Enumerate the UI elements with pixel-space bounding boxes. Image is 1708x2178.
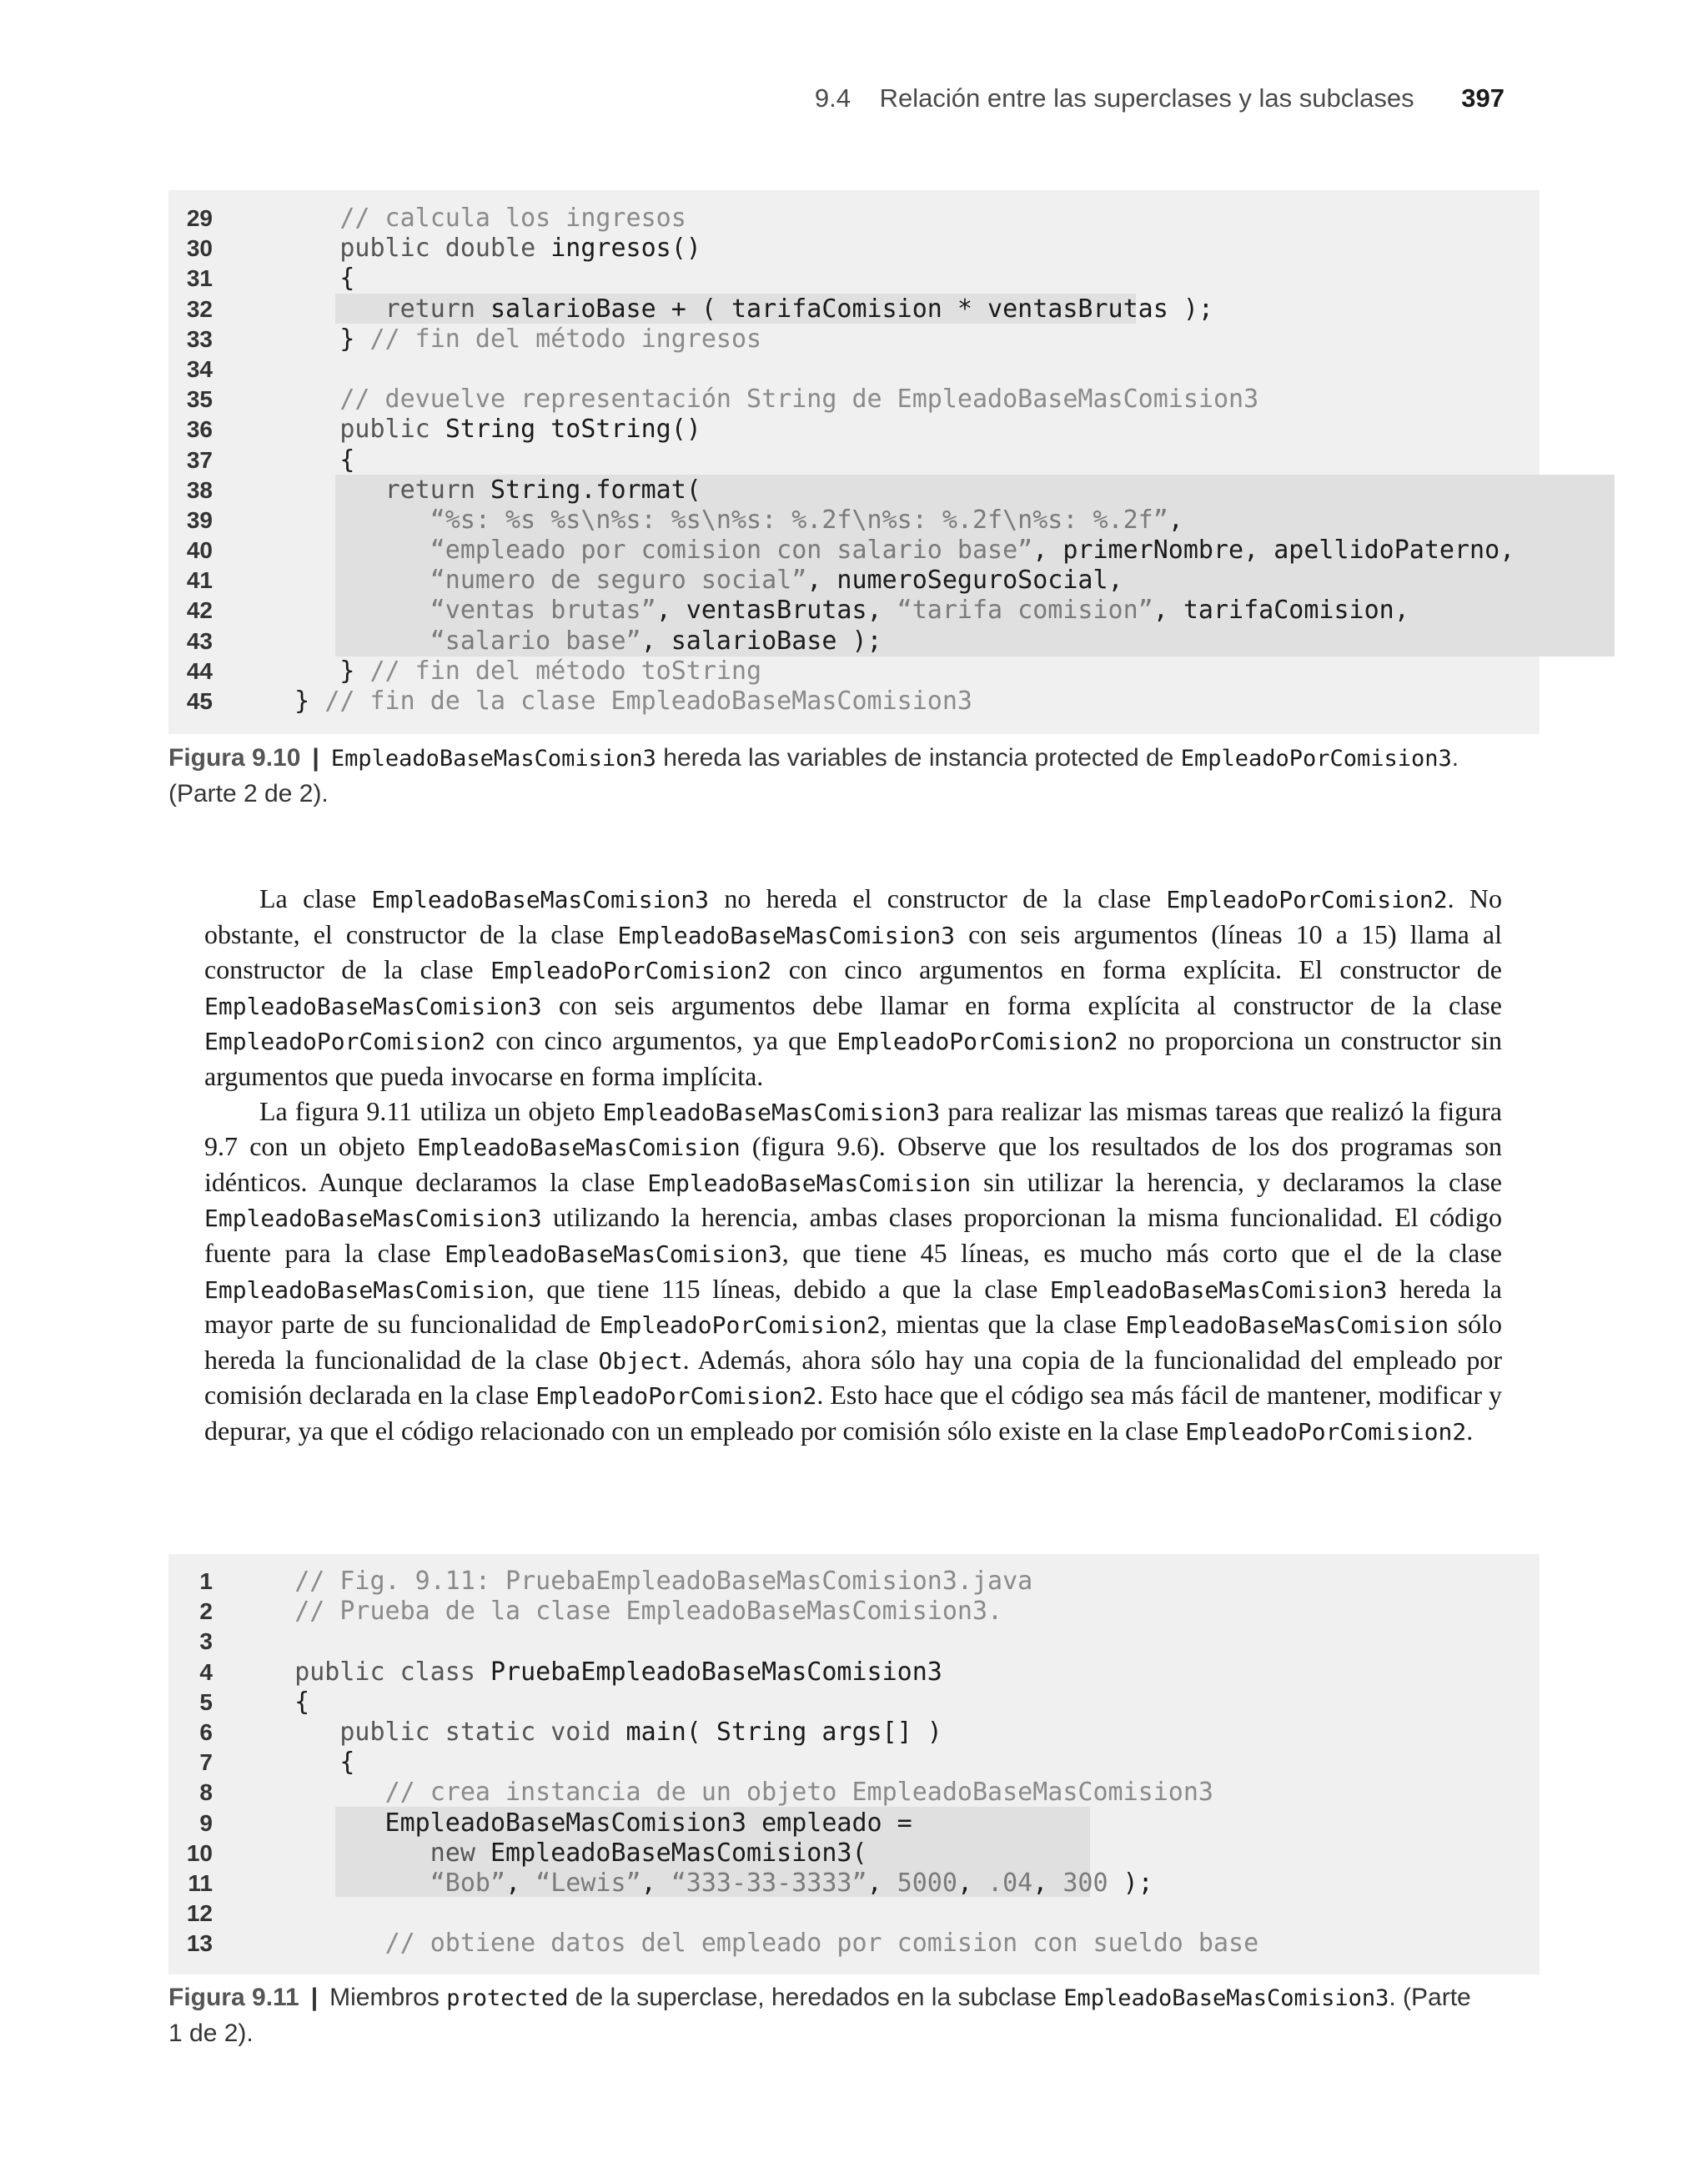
body-text <box>204 882 1502 1450</box>
code-token: 5000 <box>897 1868 957 1898</box>
code-text <box>249 1718 942 1748</box>
code-token: , primerNombre, apellidoPaterno, <box>1032 536 1515 566</box>
inline-code: EmpleadoBaseMasComision3 <box>602 1098 941 1126</box>
line-number: 29 <box>186 205 213 231</box>
paragraph-text: . No obstante, el constructor de la clase <box>204 883 1503 949</box>
code-listing-fig-9-10 <box>168 190 1540 734</box>
code-token <box>249 506 430 535</box>
line-number: 45 <box>186 688 213 714</box>
code-line <box>168 1688 1540 1718</box>
code-token <box>249 1838 430 1868</box>
code-text <box>249 1929 1258 1959</box>
paragraph-text: no hereda el constructor de la clase <box>709 883 1167 913</box>
line-number: 30 <box>186 235 213 262</box>
section-title: Relación entre las superclases y las subclases <box>879 83 1414 113</box>
line-number: 13 <box>186 1930 213 1957</box>
line-number: 40 <box>186 537 213 564</box>
code-text <box>249 566 1123 596</box>
figure-label: Figura 9.11 <box>168 1984 299 2011</box>
code-token <box>249 234 339 263</box>
code-token: new <box>430 1838 490 1868</box>
paragraph <box>204 882 1502 1094</box>
code-line <box>168 687 1540 717</box>
caption-text: . <box>1451 744 1459 772</box>
code-token: 300 <box>1062 1868 1108 1898</box>
page-number: 397 <box>1461 83 1505 113</box>
code-line <box>168 506 1540 536</box>
code-token: } <box>249 687 325 716</box>
code-token: } <box>249 324 370 354</box>
code-line <box>168 355 1540 385</box>
code-text <box>249 687 972 717</box>
code-token <box>249 294 385 324</box>
line-number: 44 <box>186 657 213 684</box>
code-line <box>168 656 1540 687</box>
code-token: , <box>957 1868 988 1898</box>
code-token: { <box>249 1687 310 1717</box>
code-token: return <box>384 475 490 505</box>
caption-code: EmpleadoBaseMasComision3 <box>330 746 656 772</box>
code-line <box>168 1778 1540 1808</box>
code-token <box>249 1567 294 1596</box>
code-text <box>249 445 354 475</box>
line-number: 37 <box>186 446 213 473</box>
code-token: salarioBase + ( tarifaComision * ventasBrutas ); <box>490 294 1213 324</box>
line-number: 33 <box>186 325 213 352</box>
code-text <box>249 294 1213 324</box>
inline-code: EmpleadoPorComision2 <box>599 1311 881 1340</box>
code-token <box>249 385 339 414</box>
inline-code: EmpleadoBaseMasComision3 <box>371 886 709 913</box>
inline-code: EmpleadoBaseMasComision3 <box>445 1240 782 1268</box>
code-token: // Fig. 9.11: PruebaEmpleadoBaseMasComision3.java <box>294 1567 1033 1596</box>
paragraph-text: . Esto hace que el código sea más fácil de mantener, modificar y depurar, ya que el código relacionado con un empleado por comisión sólo existe en la clase <box>204 1380 1503 1446</box>
code-text <box>249 536 1515 566</box>
code-line <box>168 1808 1540 1838</box>
code-line <box>168 1657 1540 1688</box>
line-number: 3 <box>199 1628 213 1655</box>
code-text <box>249 264 354 294</box>
code-line <box>168 1748 1540 1778</box>
code-token <box>249 204 339 233</box>
line-number: 35 <box>186 386 213 413</box>
code-line <box>168 1869 1540 1899</box>
line-number: 41 <box>186 567 213 594</box>
code-text <box>249 1748 354 1778</box>
code-line <box>168 475 1540 506</box>
code-line <box>168 1838 1540 1869</box>
paragraph-text: La clase <box>259 883 372 913</box>
caption-text: . (Parte <box>1389 1984 1471 2011</box>
code-token: public static void <box>339 1717 626 1747</box>
code-token: .04 <box>987 1868 1033 1898</box>
paragraph-text: sólo hereda la funcionalidad de la clase <box>204 1309 1503 1375</box>
code-text <box>249 1688 309 1718</box>
code-text <box>249 1657 942 1688</box>
code-token: public double <box>339 234 551 264</box>
code-token <box>249 566 430 595</box>
code-token: EmpleadoBaseMasComision3( <box>490 1838 867 1868</box>
paragraph-text: . Además, ahora sólo hay una copia de la funcionalidad del empleado por comisión declarada en la clase <box>204 1344 1502 1411</box>
code-line <box>168 1718 1540 1748</box>
code-token: PruebaEmpleadoBaseMasComision3 <box>490 1657 942 1687</box>
code-token <box>249 1657 294 1687</box>
line-number: 36 <box>186 416 213 443</box>
code-token <box>249 1869 430 1898</box>
code-token: } <box>249 656 370 686</box>
inline-code: EmpleadoBaseMasComision3 <box>1049 1275 1388 1304</box>
paragraph-text: , que tiene 115 líneas, debido a que la clase <box>527 1273 1050 1304</box>
paragraph-text: utilizando la herencia, ambas clases proporcionan la misma funcionalidad. El código fuente para la clase <box>204 1202 1502 1268</box>
paragraph-text: no proporciona un constructor sin argumentos que pueda invocarse en forma implícita. <box>204 1025 1503 1091</box>
code-line <box>168 445 1540 475</box>
caption-code: protected <box>446 1985 569 2011</box>
code-token: EmpleadoBaseMasComision3 empleado = <box>249 1808 912 1838</box>
code-text <box>249 1808 912 1838</box>
code-line <box>168 626 1540 656</box>
code-text <box>249 626 882 656</box>
line-number: 9 <box>199 1809 213 1836</box>
code-line <box>168 1597 1540 1627</box>
inline-code: EmpleadoPorComision2 <box>1185 1417 1467 1446</box>
line-number: 2 <box>199 1598 213 1625</box>
code-token: , salarioBase ); <box>640 626 882 656</box>
code-token: , numeroSeguroSocial, <box>806 566 1123 596</box>
code-text <box>249 506 1183 536</box>
line-number: 32 <box>186 295 213 322</box>
paragraph <box>204 1094 1502 1450</box>
line-number: 7 <box>199 1749 213 1776</box>
code-token: // fin del método toString <box>369 656 762 686</box>
paragraph-text: (figura 9.6). Observe que los resultados de los dos programas son idénticos. Aunque declaramos la clase <box>204 1131 1503 1197</box>
paragraph-text: con cinco argumentos, ya que <box>485 1025 837 1056</box>
code-token: “numero de seguro social” <box>430 566 807 596</box>
line-number: 6 <box>199 1718 213 1745</box>
code-text <box>249 475 701 506</box>
code-token: “tarifa comision” <box>897 596 1153 626</box>
paragraph-text: hereda la mayor parte de su funcionalidad de <box>204 1273 1502 1340</box>
code-token <box>249 1929 385 1958</box>
code-token: , <box>640 1868 671 1898</box>
code-token: { <box>249 1748 355 1778</box>
code-token: public class <box>294 1657 490 1687</box>
line-number: 12 <box>186 1900 213 1927</box>
code-token: String.format( <box>490 475 701 505</box>
paragraph-text: . <box>1466 1415 1474 1446</box>
code-token <box>249 626 430 656</box>
code-token: // Prueba de la clase EmpleadoBaseMasComision3. <box>294 1597 1003 1627</box>
figure-caption-9-10 <box>168 741 1540 812</box>
code-token: // calcula los ingresos <box>339 204 686 233</box>
code-text <box>249 234 701 264</box>
code-text <box>249 1567 1032 1597</box>
code-line <box>168 324 1540 355</box>
line-number: 4 <box>199 1658 213 1685</box>
code-token: return <box>384 294 490 324</box>
code-token: “Lewis” <box>535 1868 641 1898</box>
inline-code: EmpleadoBaseMasComision3 <box>204 1205 542 1233</box>
code-token: , <box>505 1868 536 1898</box>
code-line <box>168 1899 1540 1929</box>
code-token: , <box>1032 1868 1063 1898</box>
section-number: 9.4 <box>814 83 851 113</box>
line-number: 10 <box>186 1839 213 1866</box>
inline-code: Object <box>598 1346 683 1375</box>
inline-code: EmpleadoPorComision2 <box>204 1028 486 1056</box>
code-text <box>249 385 1258 415</box>
caption-text: (Parte 2 de 2). <box>168 780 329 807</box>
code-text <box>249 656 761 687</box>
code-token: “Bob” <box>430 1868 506 1898</box>
running-head <box>815 83 1505 113</box>
line-number: 43 <box>186 627 213 654</box>
code-text <box>249 204 686 234</box>
code-text <box>249 1838 867 1869</box>
paragraph-text: , que tiene 45 líneas, es mucho más corto que el de la clase <box>781 1237 1503 1268</box>
code-line <box>168 204 1540 234</box>
caption-separator: | <box>310 1984 319 2011</box>
line-number: 5 <box>199 1688 213 1715</box>
code-line <box>168 415 1540 445</box>
figure-label: Figura 9.10 <box>168 744 301 772</box>
inline-code: EmpleadoPorComision2 <box>535 1382 817 1411</box>
code-line <box>168 566 1540 596</box>
code-line <box>168 1567 1540 1597</box>
code-token: “ventas brutas” <box>430 596 656 626</box>
code-text <box>249 415 701 445</box>
code-token <box>249 1597 294 1626</box>
code-token: // obtiene datos del empleado por comision con sueldo base <box>384 1929 1259 1959</box>
caption-separator: | <box>312 744 319 772</box>
figure-caption-9-11 <box>168 1980 1540 2051</box>
code-line <box>168 234 1540 264</box>
inline-code: EmpleadoPorComision2 <box>1166 886 1448 913</box>
code-token: “salario base” <box>430 626 641 656</box>
code-listing-fig-9-11 <box>168 1554 1540 1974</box>
inline-code: EmpleadoBaseMasComision <box>647 1169 972 1197</box>
code-line <box>168 385 1540 415</box>
paragraph-text: sin utilizar la herencia, y declaramos la clase <box>971 1166 1503 1197</box>
caption-text: 1 de 2). <box>168 2020 254 2047</box>
inline-code: EmpleadoBaseMasComision3 <box>204 992 542 1020</box>
code-token: , ventasBrutas, <box>656 596 897 626</box>
code-line <box>168 536 1540 566</box>
code-token: main( String args[] ) <box>625 1717 942 1747</box>
code-token <box>249 536 430 565</box>
inline-code: EmpleadoBaseMasComision3 <box>617 921 956 949</box>
code-token: ingresos() <box>550 234 701 264</box>
code-token: public <box>339 415 445 445</box>
code-token: // fin de la clase EmpleadoBaseMasComision3 <box>324 687 972 716</box>
inline-code: EmpleadoPorComision2 <box>490 957 772 985</box>
caption-text: Miembros <box>329 1984 447 2011</box>
line-number: 39 <box>186 506 213 533</box>
code-line <box>168 1627 1540 1657</box>
code-token: String toString() <box>445 415 701 445</box>
line-number: 42 <box>186 597 213 624</box>
line-number: 31 <box>186 265 213 292</box>
code-line <box>168 264 1540 294</box>
code-text <box>249 1778 1213 1808</box>
caption-text: hereda las variables de instancia protected de <box>656 744 1181 772</box>
inline-code: EmpleadoPorComision2 <box>836 1028 1118 1056</box>
code-token <box>249 475 385 505</box>
inline-code: EmpleadoBaseMasComision <box>1125 1311 1449 1340</box>
line-number: 38 <box>186 476 213 503</box>
code-token: , tarifaComision, <box>1153 596 1409 626</box>
code-token: , <box>867 1868 897 1898</box>
inline-code: EmpleadoBaseMasComision <box>204 1275 528 1304</box>
caption-text: de la superclase, heredados en la subclase <box>568 1984 1064 2011</box>
code-token: , <box>1168 505 1183 535</box>
code-token: // fin del método ingresos <box>369 324 762 354</box>
code-text <box>249 1869 1153 1899</box>
code-token <box>249 596 430 625</box>
code-token <box>249 1718 339 1747</box>
code-line <box>168 1929 1540 1959</box>
code-token: // devuelve representación String de EmpleadoBaseMasComision3 <box>339 385 1259 415</box>
caption-code: EmpleadoBaseMasComision3 <box>1063 1985 1389 2011</box>
paragraph-text: con cinco argumentos en forma explícita. El constructor de <box>771 954 1503 985</box>
paragraph-text: , mientas que la clase <box>880 1309 1126 1340</box>
line-number: 8 <box>199 1779 213 1806</box>
code-token: “333-33-3333” <box>671 1868 867 1898</box>
paragraph-text: La figura 9.11 utiliza un objeto <box>259 1095 603 1126</box>
code-token: “empleado por comision con salario base” <box>430 536 1033 566</box>
code-token: // crea instancia de un objeto EmpleadoBaseMasComision3 <box>384 1778 1213 1808</box>
code-text <box>249 596 1409 626</box>
code-token: { <box>249 445 355 475</box>
code-text <box>249 1597 1002 1627</box>
code-text <box>249 324 761 355</box>
line-number: 34 <box>186 355 213 382</box>
paragraph-text: para realizar las mismas tareas que realizó la figura 9.7 con un objeto <box>204 1095 1503 1162</box>
line-number: 1 <box>199 1568 213 1594</box>
paragraph-text: con seis argumentos debe llamar en forma explícita al constructor de la clase <box>541 989 1502 1020</box>
code-token <box>249 1778 385 1807</box>
caption-code: EmpleadoPorComision3 <box>1180 746 1452 772</box>
code-line <box>168 294 1540 324</box>
code-line <box>168 596 1540 626</box>
code-token: “%s: %s %s\n%s: %s\n%s: %.2f\n%s: %.2f\n%s: %.2f” <box>430 505 1168 535</box>
line-number: 11 <box>188 1869 213 1896</box>
paragraph-text: con seis argumentos (líneas 10 a 15) llama al constructor de la clase <box>204 918 1503 985</box>
inline-code: EmpleadoBaseMasComision <box>416 1134 741 1162</box>
code-token <box>249 415 339 444</box>
code-token: { <box>249 264 355 294</box>
code-token: ); <box>1108 1868 1153 1898</box>
